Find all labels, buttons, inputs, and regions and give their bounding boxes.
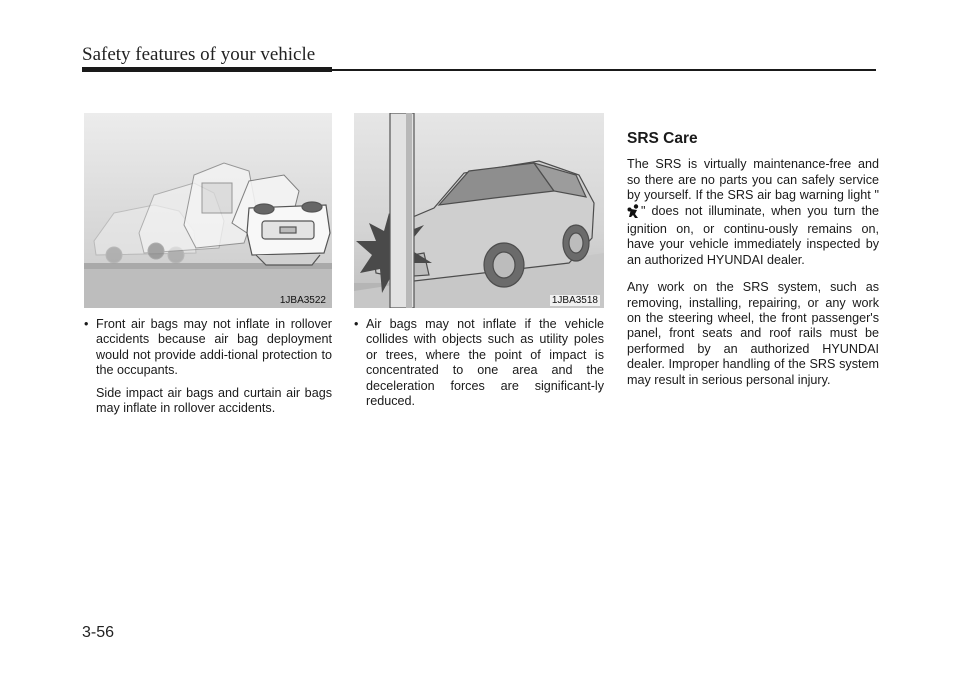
column-rollover-text: [84, 317, 332, 416]
figure-code: 1JBA3518: [551, 295, 598, 306]
page-number: 3-56: [82, 624, 115, 641]
column-srs-care: [627, 131, 879, 400]
bullet-item: [84, 317, 332, 379]
rollover-illustration: [84, 113, 332, 308]
pole-crash-drawing: [354, 113, 604, 308]
srs-care-text-after-icon: " does not illuminate, when you turn the ignition on, or continu-ously remains on, have your vehicle immediately inspected by an authorized HYUNDAI dealer.: [627, 203, 879, 267]
section-title: SRS Care: [627, 130, 698, 147]
srs-care-text-before-icon: The SRS is virtually maintenance-free and so there are no parts you can safely service by yourself. If the SRS air bag warning light ": [627, 157, 879, 203]
page-header-title: Safety features of your vehicle: [82, 44, 316, 65]
header-rule-thick: [82, 67, 332, 72]
pole-collision-illustration: [354, 113, 604, 308]
srs-care-paragraph-1: [627, 157, 879, 268]
bullet-mark: •: [84, 317, 89, 331]
bullet-mark: •: [354, 317, 359, 331]
rollover-followup: Side impact air bags and curtain air bags may inflate in rollover accidents.: [96, 385, 332, 416]
rollover-cars-drawing: [84, 113, 332, 308]
bullet-item: [354, 317, 604, 409]
srs-care-paragraph-2: Any work on the SRS system, such as removing, installing, repairing, or any work on the steering wheel, the front passenger's panel, front seats and roof rails must be performed by an authorized HYUNDAI dealer. Improper handling of the SRS system may result in serious personal injury.: [627, 280, 879, 387]
figure-code: 1JBA3522: [279, 295, 326, 306]
column-pole-text: [354, 317, 604, 409]
airbag-warning-icon: [627, 204, 641, 222]
bullet-text: Front air bags may not inflate in rollover accidents because air bag deployment would not provide addi-tional protection to the occupants.: [96, 317, 332, 378]
header-rule-thin: [332, 69, 876, 71]
bullet-text: Air bags may not inflate if the vehicle collides with objects such as utility poles or trees, where the point of impact is concentrated to one area and the deceleration forces are significant-ly reduced.: [366, 317, 604, 409]
